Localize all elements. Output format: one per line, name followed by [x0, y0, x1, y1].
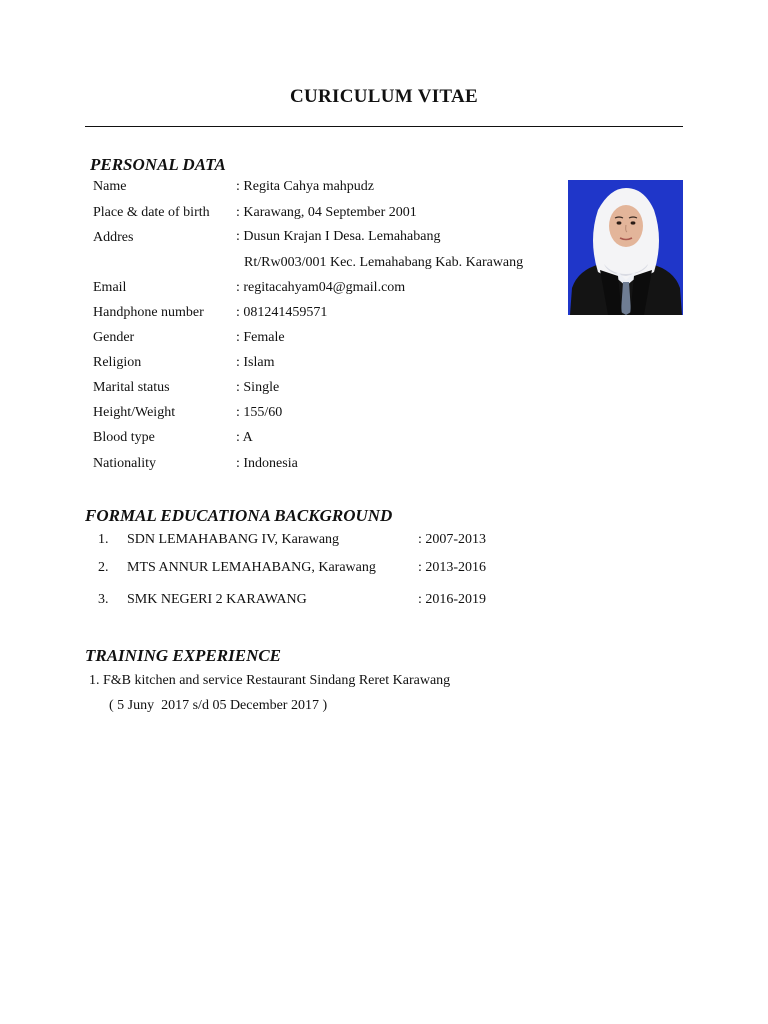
nationality-label: Nationality — [93, 456, 156, 471]
education-item-school: SDN LEMAHABANG IV, Karawang — [127, 532, 340, 547]
education-item-school: SMK NEGERI 2 KARAWANG — [127, 592, 307, 607]
education-item-years: : 2007-2013 — [418, 532, 487, 547]
height-weight-label: Height/Weight — [93, 405, 176, 420]
training-item-period: ( 5 Juny 2017 s/d 05 December 2017 ) — [109, 698, 328, 713]
blood-type-value: : A — [236, 430, 253, 445]
religion-value: : Islam — [236, 355, 275, 370]
birth-value: : Karawang, 04 September 2001 — [236, 205, 417, 220]
education-item-years: : 2016-2019 — [418, 592, 487, 607]
document-title: CURICULUM VITAE — [289, 86, 478, 107]
marital-status-value: : Single — [236, 380, 280, 395]
email-value: : regitacahyam04@gmail.com — [236, 280, 406, 295]
email-label: Email — [93, 280, 127, 295]
education-heading: FORMAL EDUCATIONA BACKGROUND — [85, 506, 393, 525]
title-divider — [85, 126, 683, 127]
address-value-continued: Rt/Rw003/001 Kec. Lemahabang Kab. Karawang — [244, 255, 524, 270]
phone-value: : 081241459571 — [236, 305, 328, 320]
religion-label: Religion — [93, 355, 142, 370]
name-label: Name — [93, 179, 127, 194]
phone-label: Handphone number — [93, 305, 204, 320]
marital-status-label: Marital status — [93, 380, 170, 395]
education-item-number: 1. — [98, 532, 109, 547]
education-item-years: : 2013-2016 — [418, 560, 487, 575]
blood-type-label: Blood type — [93, 430, 155, 445]
personal-data-heading: PERSONAL DATA — [90, 155, 226, 174]
height-weight-value: : 155/60 — [236, 405, 283, 420]
address-value: : Dusun Krajan I Desa. Lemahabang — [236, 229, 441, 244]
training-item: 1. F&B kitchen and service Restaurant Sindang Reret Karawang — [89, 673, 451, 688]
birth-label: Place & date of birth — [93, 205, 210, 220]
training-heading: TRAINING EXPERIENCE — [85, 646, 282, 665]
name-value: : Regita Cahya mahpudz — [236, 179, 375, 194]
gender-value: : Female — [236, 330, 285, 345]
nationality-value: : Indonesia — [236, 456, 298, 471]
education-item-number: 3. — [98, 592, 109, 607]
education-item-school: MTS ANNUR LEMAHABANG, Karawang — [127, 560, 376, 575]
address-label: Addres — [93, 230, 134, 245]
education-item-number: 2. — [98, 560, 109, 575]
gender-label: Gender — [93, 330, 135, 345]
profile-photo — [568, 180, 683, 315]
